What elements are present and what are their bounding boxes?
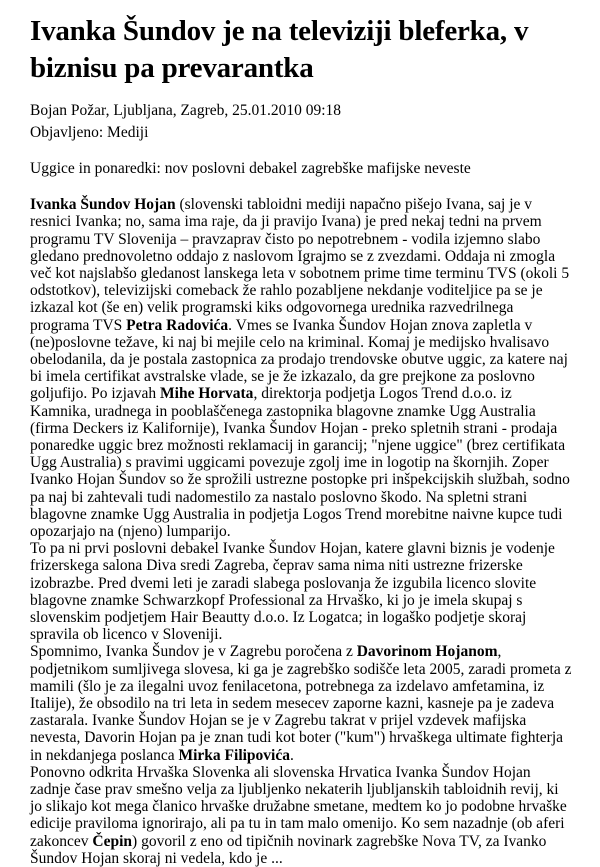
article-paragraph	[30, 540, 573, 643]
text-segment: (slovenski tabloidni mediji napačno pišejo Ivana, saj je v resnici Ivanka; no, sama ima raje, da ji pravijo Ivana) je pred nekaj tedni na prvem programu TV Slovenija – pravzaprav čisto po nepotrebnem - vodila izjemno slabo gledano prednovoletno oddajo z naslovom Igrajmo se z zvezdami. Oddaja ni zmogla več kot najslabšo gledanost lanskega leta v sobotnem prime time terminu TVS (okoli 5 odstotkov), televizijski comeback že rahlo pozabljene nekdanje voditeljice pa se je izkazal kot (še en) velik programski kiks odgovornega urednika razvedrilnega programa TVS	[30, 196, 570, 334]
article-paragraph	[30, 764, 573, 867]
article-published: Objavljeno: Mediji	[30, 123, 149, 141]
article-paragraph	[30, 196, 573, 540]
text-segment: Ponovno odkrita Hrvaška Slovenka ali slovenska Hrvatica Ivanka Šundov Hojan zadnje čase prav smešno velja za ljubljenko nekaterih ljubljanskih tabloidnih revij, ki jo slikajo kot mega članico hrvaške družabne smetane, medtem ko jo podobne hrvaške edicije praviloma ignorirajo, ali pa tu in tam malo omenijo. Ko sem nazadnje (ob aferi zakoncev	[30, 763, 567, 850]
text-segment: , podjetnikom sumljivega slovesa, ki ga je zagrebško sodišče leta 2005, zaradi prometa z mamili (šlo je za ilegalni uvoz fenilacetona, potrebnega za izdelavo amfetamina, iz Italije), že obsodilo na tri leta in sedem mesecev zaporne kazni, kasneje pa je zadeva zastarala. Ivanke Šundov Hojan se je v Zagrebu takrat v prijel vzdevek mafijska nevesta, Davorin Hojan pa je znan tudi kot boter ("kum") hrvaškega ultimate fighterja in nekdanjega poslanca	[30, 643, 572, 764]
bold-text-segment: Davorinom Hojanom	[356, 643, 498, 661]
text-segment: . Vmes se Ivanka Šundov Hojan znova zapletla v (ne)poslovne težave, ki naj bi mejile celo na kriminal. Komaj je medijsko hvalisavo obelodanila, da je postala zastopnica za prodajo trendovske obutve uggic, za katere naj bi imela certifikat avstralske vlade, se je že izkazalo, da gre prejkone za poslovno goljufijo. Po izjavah	[30, 316, 568, 403]
article-paragraph	[30, 643, 573, 763]
article-lead: Uggice in ponaredki: nov poslovni debakel zagrebške mafijske neveste	[30, 160, 471, 178]
text-segment: ) govoril z eno od tipičnih novinark zagrebške Nova TV, za Ivanko Šundov Hojan skoraj ni vedela, kdo je ...	[30, 832, 547, 867]
bold-text-segment: Čepin	[92, 832, 133, 850]
article-title: Ivanka Šundov je na televiziji bleferka, v biznisu pa prevarantka	[30, 15, 529, 84]
article-body	[30, 196, 573, 867]
text-segment: , direktorja podjetja Logos Trend d.o.o. iz Kamnika, uradnega in pooblaščenega zastopnika blagovne znamke Ugg Australia (firma Deckers iz Kalifornije), Ivanka Šundov Hojan - preko spletnih strani - prodaja ponaredke uggic brez možnosti reklamacij in garancij; "njene uggice" (brez certifikata Ugg Australia) s pravimi uggicami povezuje zgolj ime in logotip na škornjih. Zoper Ivanko Hojan Šundov so že sprožili ustrezne postopke pri inšpekcijskih službah, sodno pa naj bi zahtevali tudi nadomestilo za nastalo poslovno škodo. Na spletni strani blagovne znamke Ugg Australia in podjetja Logos Trend morebitne naivne kupce tudi opozarjajo na (njeno) lumparijo.	[30, 385, 570, 540]
text-segment: Spomnimo, Ivanka Šundov je v Zagrebu poročena z	[30, 643, 357, 661]
bold-text-segment: Mihe Horvata	[160, 385, 254, 403]
bold-text-segment: Mirka Filipovića	[178, 746, 290, 764]
text-segment: .	[290, 746, 294, 764]
text-segment: To pa ni prvi poslovni debakel Ivanke Šundov Hojan, katere glavni biznis je vodenje frizerskega salona Diva sredi Zagreba, čeprav sama nima niti ustrezne frizerske izobrazbe. Pred dvemi leti je zaradi slabega poslovanja že izgubila licenco slovite blagovne znamke Schwarzkopf Professional za Hrvaško, ki jo je imela skupaj s slovenskim podjetjem Hair Beautty d.o.o. Iz Logatca; in logaško podjetje skoraj spravila ob licenco v Sloveniji.	[30, 540, 555, 644]
article-byline: Bojan Požar, Ljubljana, Zagreb, 25.01.2010 09:18	[30, 102, 342, 120]
bold-text-segment: Petra Radovića	[126, 316, 229, 334]
bold-text-segment: Ivanka Šundov Hojan	[30, 196, 176, 214]
